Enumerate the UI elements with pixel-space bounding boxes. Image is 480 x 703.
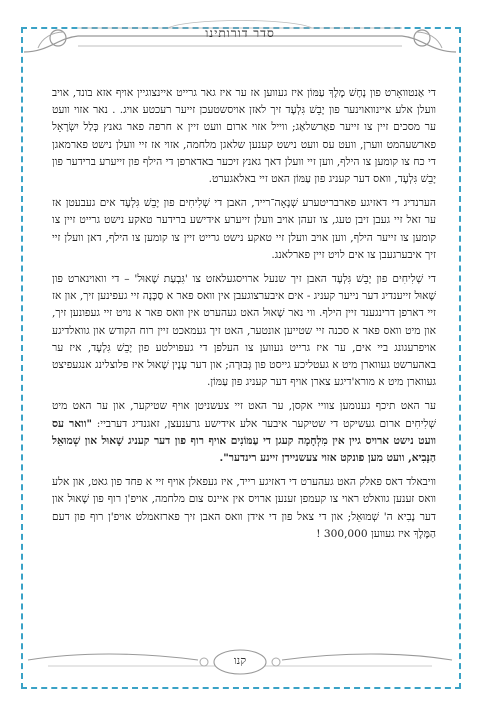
paragraph: הערנדיג די דאזיגע פארבריטערע שְׁנָאָה־רייד, האבן די שְׁלִיחִים פון יָבֵשׁ גִּלְעָד אים געבעטן אז ער זאל זיי געבן זיבן טעג, צו זעהן אויב וועלן זייערע אידישע ברידער טאקע נישט גרייט זיין צו קומען צו זייער הילף, ווען אויב וועלן זיי טאקע נישט גרייט זיין צו קומען צו הילף, דאן וועלן זיי זיך איבערגעבן צו אים לויט זיין פארלאנג.	[52, 197, 436, 261]
section-title: סדר דורותינו	[205, 26, 275, 40]
paragraph: וויבאלד דאס פאלק האט געהערט די דאזיגע רייד, איז געפאלן אויף זיי א פחד פון גאט, און אלע וואס זענען גוואלט ראוי צו קעמפן זענען ארויס אין איינס צום מלחמה, אויפ'ן רוף פון שָׁאוּל און דער נָבִיא ה' שְׁמוּאֵל; און די צאל פון די אידן וואס האבן זיך פארזאמלט אויפ'ן רוף פון דעם הַמֶּלֶךְ איז געווען 300,000 !	[52, 476, 436, 540]
paragraph: די שְׁלִיחִים פון יָבֵשׁ גִּלְעָד האבן זיך שנעל ארויסגעלאזט צו 'גִּבְעַת שָׁאוּל' – די וואוינארט פון שָׁאוּל זייענדיג דער נייער קעניג - אים איבערצוגעבן אין וואס פאר א סַכָּנָה זיי געפינען זיך, און אז זיי דארפן דרינגענד זיין הילף. ווי נאר שָׁאוּל האט געהערט אין וואס פאר א נויט זיי געפונען זיך, און מיט וואס פאר א סכנה זיי שטייען אונטער, האט זיך געמאכט זיין רוח הקודש און גוואלדיגע אויפרעגונג ביי אים, ער איז גרייט געווען צו העלפן די געפוילטע פון יָבֵשׁ גִּלְעָד, איז ער באהערשט געווארן מיט א געטליכע גייסט פון גְּבוּרָה; און דער עֶנֶין שָׁאוּל איז פלוצלינג אנגעפיצט געווארן מיט א מורא'דיגע צארן אויף דער קעניג פון עַמּוֹן.	[52, 273, 436, 389]
page-number: קנו	[233, 654, 247, 667]
paragraph	[52, 398, 436, 467]
article-body	[52, 85, 436, 550]
page-footer	[18, 634, 462, 684]
quote-text: "וואר עס וועט נישט ארויס גיין אין מִלְחָמָה קעגן די עַמּוֹנִים אויף רוף פון דער קעניג שָׁאוּל און שְׁמוּאֵל הַנָּבִיא, וועט מען פונקט אזוי צעשניידן זיינע רינדער".	[52, 417, 436, 465]
paragraph: די אַנטוואָרט פון נָחָשׁ מֶלֶךְ עַמּוֹן איז געווען אז ער איז גאר גרייט איינצוגיין אויף אזא בונד, אויב וועלן אלע איינוואוינער פון יָבֵשׁ גִּלְעָד זיך לאזן אויסשטעכן זייער רעכטע אויג. . נאר אזוי וועט ער מסכים זיין צו זייער פאַרשלאַג; ווייל אזוי ארום וועט זיין א חרפה פאר גאנץ כְּלַל יִשְׂרָאֵל פארשעהמט ווערן, וועט עס וועט נישט קענען שלאגן מלחמה, אזוי אז זיי וועלן נישט פארמאגן די כח צו קומען צו הילף, ווען זיי וועלן דאך גאנץ זיכער באדארפן די הילף פון זייערע ברידער פון יָבֵשׁ גִּלְעָד, וואס דער קעניג פון עַמּוֹן האט זיי באלאגערט.	[52, 87, 436, 186]
paragraph-text: ער האט תיכף גענומען צוויי אקסן, ער האט זיי צעשניטן אויף שטיקער, און ער האט מיט שְׁלִיחִים ארום געשיקט די שטיקער איבער אלע אידישע גרענעצן, זאגנדיג דערביי:	[52, 400, 436, 430]
page-header	[18, 8, 462, 68]
